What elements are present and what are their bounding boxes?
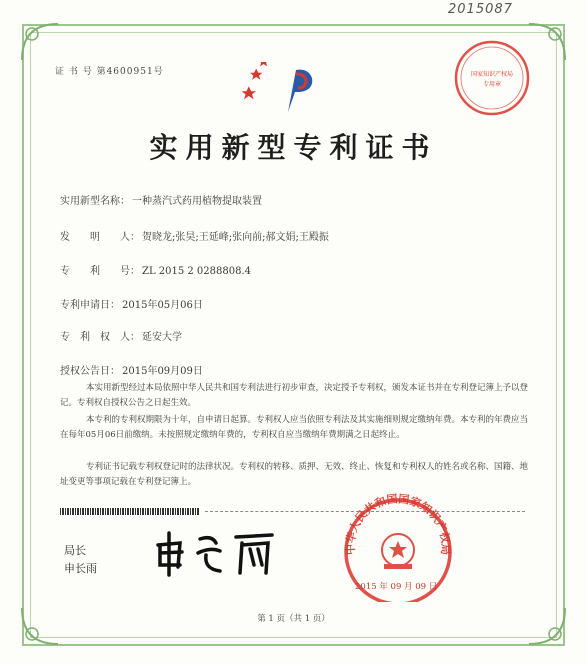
seal-date: 2015 年 09 月 09 日 <box>355 582 438 592</box>
patentee-label: 专 利 权 人： <box>60 332 140 343</box>
patentee-row <box>60 328 182 343</box>
patent-office-logo <box>238 62 348 122</box>
patent-number-label: 专 利 号： <box>60 266 140 277</box>
barcode <box>60 508 200 515</box>
body-paragraph-3: 专利证书记载专利权登记时的法律状况。专利权的转移、质押、无效、终止、恢复和专利权人的姓名或名称、国籍、地址变更等事项记载在专利登记簿上。 <box>60 462 529 487</box>
patent-number-value: ZL 2015 2 0288808.4 <box>142 266 252 277</box>
utility-model-name-label: 实用新型名称： <box>60 196 130 207</box>
body-paragraph-2: 本专利的专利权期限为十年，自申请日起算。专利权人应当依照专利法及其实施细则规定缴纳年费。本专利的年费应当在每年05月06日前缴纳。未按照规定缴纳年费的，专利权自应当缴纳年费期满之日起终止。 <box>60 415 529 440</box>
certificate-number: 证 书 号 第4600951号 <box>55 67 164 77</box>
body-paragraph-1: 本实用新型经过本局依照中华人民共和国专利法进行初步审查，决定授予专利权，颁发本证书并在专利登记簿上予以登记。专利权自授权公告之日起生效。 <box>60 383 529 408</box>
application-date-row <box>60 296 203 311</box>
patentee-value: 延安大学 <box>142 332 182 343</box>
director-name: 申长雨 <box>64 562 97 575</box>
corner-ornament-top-right <box>527 22 567 62</box>
utility-model-name-row <box>60 192 262 207</box>
director-title: 局长 <box>64 544 86 557</box>
inventor-row <box>60 228 329 243</box>
grant-date-row <box>60 362 203 377</box>
svg-text:国家知识产权局: 国家知识产权局 <box>470 71 514 78</box>
utility-model-name-value: 一种蒸汽式药用植物提取装置 <box>132 196 262 207</box>
inventor-value: 贺晓龙;张昊;王延峰;张向前;郝文娟;王殿振 <box>142 232 329 243</box>
patent-number-row <box>60 262 251 277</box>
small-seal-stamp <box>452 38 532 118</box>
page-footer: 第 1 页（共 1 页） <box>257 614 330 624</box>
application-date-label: 专利申请日： <box>60 300 120 311</box>
svg-text:专用章: 专用章 <box>482 81 502 88</box>
svg-text:中华人民共和国国家知识产权局: 中华人民共和国国家知识产权局 <box>343 492 453 556</box>
handwritten-note: 2015087 <box>448 2 513 17</box>
inventor-label: 发 明 人： <box>60 232 140 243</box>
corner-ornament-top-left <box>20 22 60 62</box>
application-date-value: 2015年05月06日 <box>122 300 203 311</box>
grant-date-label: 授权公告日： <box>60 366 120 377</box>
certificate-title: 实用新型专利证书 <box>149 131 438 164</box>
director-signature <box>150 525 290 580</box>
grant-date-value: 2015年09月09日 <box>122 366 203 377</box>
